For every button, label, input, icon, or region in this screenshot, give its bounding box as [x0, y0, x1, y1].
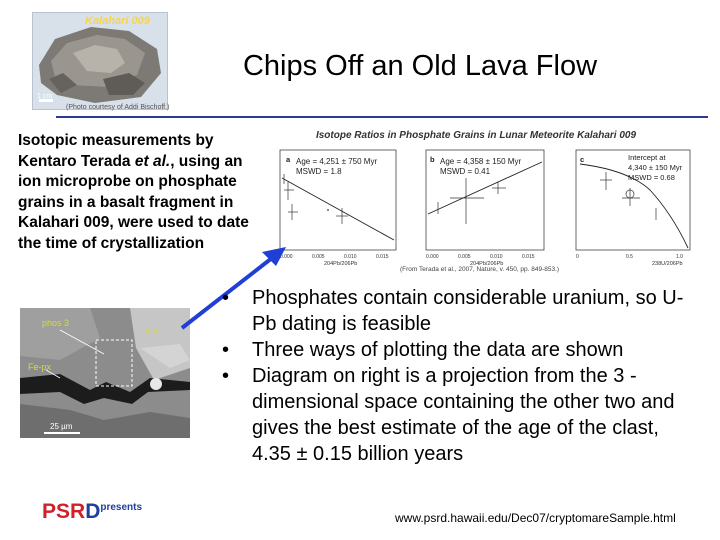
bullet-dot: • — [222, 339, 230, 361]
sem-label-phos: phos 3 — [42, 318, 70, 328]
panel-c-intercept-label: Intercept at — [628, 153, 666, 162]
source-url[interactable]: www.psrd.hawaii.edu/Dec07/cryptomareSample.html — [395, 511, 676, 525]
panel-a-xlabel: 204Pb/206Pb — [324, 261, 358, 266]
logo-part-1: PSR — [42, 500, 86, 523]
panel-b-mswd: MSWD = 0.41 — [440, 167, 491, 176]
logo-part-2: D — [85, 500, 101, 523]
panel-b-xtick-2: 0.010 — [490, 254, 503, 260]
panel-b-xlabel: 204Pb/206Pb — [470, 261, 504, 266]
left-text-part-b: et al. — [134, 152, 171, 170]
rock-scale-label: 1 cm — [37, 93, 53, 100]
psrd-logo — [42, 500, 142, 524]
panel-b-xtick-1: 0.005 — [458, 254, 471, 260]
chart-credit: (From Terada et al., 2007, Nature, v. 450, pp. 849-853.) — [400, 266, 560, 273]
panel-a-xtick-3: 0.015 — [376, 254, 389, 260]
chart-header: Isotope Ratios in Phosphate Grains in Lunar Meteorite Kalahari 009 — [315, 130, 637, 141]
bullet-text: Diagram on right is a projection from the 3 -dimensional space containing the other two and gives the best estimate of the age of the clast, 4.35 ± 0.15 billion years — [252, 365, 675, 465]
panel-a-xtick-1: 0.005 — [312, 254, 325, 260]
panel-b-letter: b — [430, 155, 435, 164]
bullet-item — [222, 285, 702, 337]
sem-scale-label: 25 µm — [50, 422, 73, 431]
bullet-item — [222, 363, 702, 467]
bullet-dot: • — [222, 365, 230, 387]
panel-c-mswd: MSWD = 0.68 — [628, 173, 675, 182]
panel-b-xtick-3: 0.015 — [522, 254, 535, 260]
rock-label: Kalahari 009 — [85, 15, 150, 27]
bullet-dot: • — [222, 287, 230, 309]
panel-c-xtick-2: 1.0 — [676, 254, 683, 260]
panel-c-letter: c — [580, 155, 585, 164]
panel-a-mswd: MSWD = 1.8 — [296, 167, 342, 176]
panel-a-age: Age = 4,251 ± 750 Myr — [296, 157, 378, 166]
panel-b-age: Age = 4,358 ± 150 Myr — [440, 157, 522, 166]
panel-a-letter: a — [286, 155, 291, 164]
panel-c-intercept-value: 4,340 ± 150 Myr — [628, 163, 683, 172]
sem-label-fepx: Fe-px — [28, 362, 52, 372]
sem-label-ilm: ilm — [146, 326, 158, 336]
panel-c-xtick-1: 0.5 — [626, 254, 633, 260]
left-text-part-c: , using an ion microprobe on phosphate grains in a basalt fragment in Kalahari 009, were used to date the time of crystallization — [18, 152, 249, 252]
bullet-list — [222, 285, 702, 467]
panel-c-xlabel: 238U/206Pb — [652, 261, 683, 266]
panel-b-xtick-0: 0.000 — [426, 254, 439, 260]
bullet-text: Phosphates contain considerable uranium, so U-Pb dating is feasible — [252, 287, 684, 335]
slide-title: Chips Off an Old Lava Flow — [242, 50, 598, 82]
bullet-item — [222, 337, 702, 363]
left-text-part-a: Isotopic measurements by Kentaro Terada — [18, 132, 214, 170]
panel-a-xtick-2: 0.010 — [344, 254, 357, 260]
photo-credit: (Photo courtesy of Addi Bischoff.) — [66, 104, 170, 111]
bullet-text: Three ways of plotting the data are shown — [252, 339, 624, 361]
logo-part-3: presents — [100, 502, 143, 513]
panel-a-xtick-0: 0.000 — [280, 254, 293, 260]
panel-c-xtick-0: 0 — [576, 254, 579, 260]
